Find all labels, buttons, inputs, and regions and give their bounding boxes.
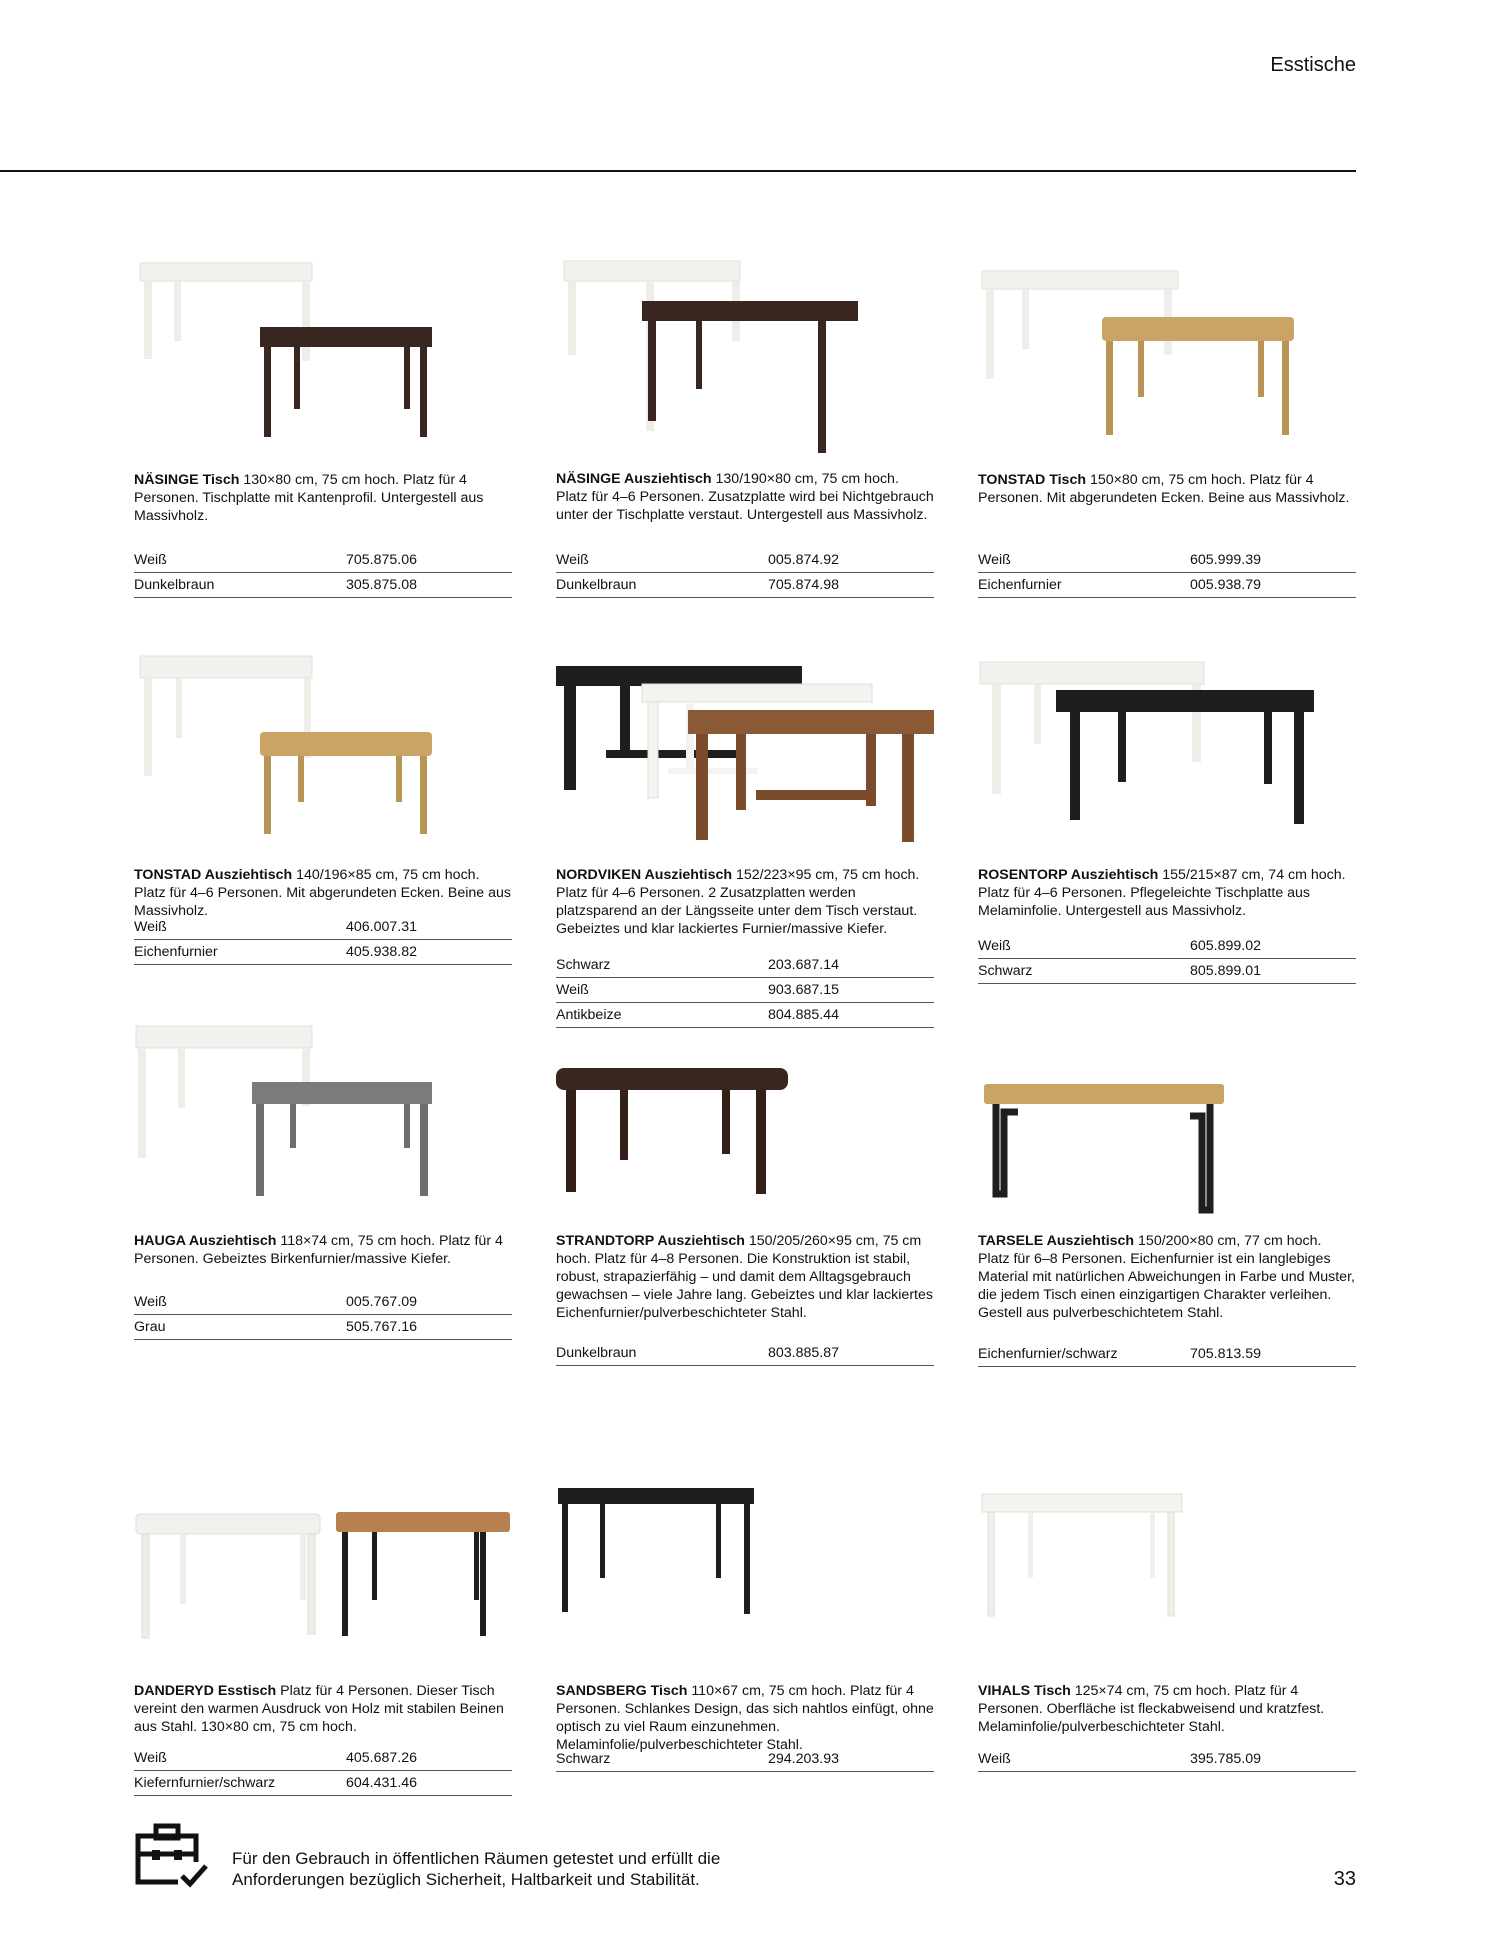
- product-description: DANDERYD Esstisch Platz für 4 Personen. Dieser Tisch vereint den warmen Ausdruck von Holz mit stabilen Beinen aus Stahl. 130×80 cm, 75 cm hoch.: [134, 1683, 504, 1735]
- variant-article: 604.431.46: [346, 1775, 418, 1791]
- variant-color: Eichenfurnier/schwarz: [978, 1346, 1118, 1362]
- product-description: NORDVIKEN Ausziehtisch 152/223×95 cm, 75 cm hoch. Platz für 4–6 Personen. 2 Zusatzplatten werden platzsparend an der Längsseite unter dem Tisch verstaut. Gebeiztes und klar lackiertes Furnier/massive Kiefer.: [556, 867, 920, 937]
- variant-color: Eichenfurnier: [134, 944, 218, 960]
- footer-note-line1: Für den Gebrauch in öffentlichen Räumen getestet und erfüllt die: [232, 1849, 721, 1868]
- variant-color: Weiß: [978, 938, 1011, 954]
- variant-color: Eichenfurnier: [978, 577, 1062, 593]
- variant-article: 605.899.02: [1190, 938, 1262, 954]
- variant-article: 405.687.26: [346, 1750, 418, 1766]
- variant-row: [978, 549, 1356, 573]
- variant-color: Weiß: [556, 982, 589, 998]
- variant-article: 705.813.59: [1190, 1346, 1262, 1362]
- variant-row: [134, 574, 512, 598]
- variant-color: Weiß: [556, 552, 589, 568]
- top-rule: [0, 170, 1356, 172]
- page-number: 33: [1333, 1868, 1356, 1890]
- product-image: [978, 1020, 1356, 1220]
- variant-article: 203.687.14: [768, 957, 840, 973]
- variant-row: [978, 960, 1356, 984]
- product-image: [978, 1470, 1356, 1650]
- variant-row: [134, 1772, 512, 1796]
- variant-row: [978, 935, 1356, 959]
- variant-list: [556, 548, 934, 598]
- variant-list: [978, 934, 1356, 984]
- variant-row: [134, 1747, 512, 1771]
- product-image: [134, 255, 512, 445]
- product-image: [134, 1470, 512, 1650]
- variant-color: Schwarz: [556, 1751, 611, 1767]
- variant-article: 305.875.08: [346, 577, 418, 593]
- product-description: VIHALS Tisch 125×74 cm, 75 cm hoch. Platz für 4 Personen. Oberfläche ist fleckabweisend und kratzfest. Melaminfolie/pulverbeschichteter Stahl.: [978, 1683, 1325, 1735]
- variant-article: 705.875.06: [346, 552, 418, 568]
- variant-color: Schwarz: [978, 963, 1033, 979]
- variant-color: Dunkelbraun: [134, 577, 215, 593]
- variant-color: Weiß: [134, 919, 167, 935]
- product-description: NÄSINGE Tisch 130×80 cm, 75 cm hoch. Platz für 4 Personen. Tischplatte mit Kantenprofil. Untergestell aus Massivholz.: [134, 472, 484, 524]
- product-image: [556, 1470, 934, 1650]
- variant-list: [134, 1746, 512, 1796]
- product-image: [556, 1020, 934, 1200]
- variant-color: Dunkelbraun: [556, 577, 637, 593]
- variant-list: [134, 1290, 512, 1340]
- variant-list: [978, 1342, 1356, 1367]
- variant-article: 803.885.87: [768, 1345, 840, 1361]
- variant-color: Kiefernfurnier/schwarz: [134, 1775, 276, 1791]
- variant-article: 294.203.93: [768, 1751, 840, 1767]
- variant-article: 395.785.09: [1190, 1751, 1262, 1767]
- product-description: TONSTAD Ausziehtisch 140/196×85 cm, 75 cm hoch. Platz für 4–6 Personen. Mit abgerundeten Ecken. Beine aus Massivholz.: [134, 867, 511, 919]
- variant-list: [556, 1341, 934, 1366]
- variant-row: [134, 1316, 512, 1340]
- variant-list: [978, 548, 1356, 598]
- variant-row: [556, 954, 934, 978]
- variant-article: 005.767.09: [346, 1294, 418, 1310]
- variant-article: 005.874.92: [768, 552, 840, 568]
- footer-note-line2: Anforderungen bezüglich Sicherheit, Haltbarkeit und Stabilität.: [232, 1870, 700, 1889]
- variant-list: [134, 548, 512, 598]
- product-description: TARSELE Ausziehtisch 150/200×80 cm, 77 cm hoch. Platz für 6–8 Personen. Eichenfurnier ist ein langlebiges Material mit natürlichen Abweichungen in Farbe und Muster, die jedem Tisch einen einzigartigen Charakter verleihen. Gestell aus pulverbeschichtetem Stahl.: [978, 1233, 1355, 1321]
- product-image: [978, 255, 1356, 445]
- variant-color: Weiß: [134, 1294, 167, 1310]
- variant-row: [978, 1343, 1356, 1367]
- variant-article: 505.767.16: [346, 1319, 418, 1335]
- variant-article: 406.007.31: [346, 919, 418, 935]
- variant-row: [134, 916, 512, 940]
- briefcase-check-icon: [134, 1822, 210, 1890]
- variant-row: [134, 549, 512, 573]
- variant-article: 805.899.01: [1190, 963, 1262, 979]
- variant-article: 005.938.79: [1190, 577, 1262, 593]
- footer-note: [232, 1848, 932, 1890]
- variant-row: [134, 941, 512, 965]
- variant-row: [556, 1748, 934, 1772]
- variant-row: [556, 574, 934, 598]
- variant-article: 903.687.15: [768, 982, 840, 998]
- product-image: [134, 1020, 512, 1200]
- variant-color: Schwarz: [556, 957, 611, 973]
- variant-color: Weiß: [134, 1750, 167, 1766]
- product-image: [134, 650, 512, 840]
- variant-article: 605.999.39: [1190, 552, 1262, 568]
- variant-list: [556, 1747, 934, 1772]
- variant-color: Grau: [134, 1319, 166, 1335]
- variant-article: 804.885.44: [768, 1007, 840, 1023]
- product-description: ROSENTORP Ausziehtisch 155/215×87 cm, 74 cm hoch. Platz für 4–6 Personen. Pflegeleichte Tischplatte aus Melaminfolie. Untergestell aus Massivholz.: [978, 867, 1346, 919]
- product-description: SANDSBERG Tisch 110×67 cm, 75 cm hoch. Platz für 4 Personen. Schlankes Design, das sich nahtlos einfügt, ohne optisch zu viel Raum einzunehmen. Melaminfolie/pulverbeschichteter Stahl.: [556, 1683, 934, 1753]
- variant-article: 705.874.98: [768, 577, 840, 593]
- variant-article: 405.938.82: [346, 944, 418, 960]
- variant-row: [556, 1342, 934, 1366]
- product-description: STRANDTORP Ausziehtisch 150/205/260×95 cm, 75 cm hoch. Platz für 4–8 Personen. Die Konstruktion ist stabil, robust, strapazierfähig – und damit dem Alltagsgebrauch gewachsen – viele Jahre lang. Gebeiztes und klar lackiertes Eichenfurnier/pulverbeschichteter Stahl.: [556, 1233, 933, 1321]
- variant-color: Antikbeize: [556, 1007, 622, 1023]
- product-description: HAUGA Ausziehtisch 118×74 cm, 75 cm hoch. Platz für 4 Personen. Gebeiztes Birkenfurnier/massive Kiefer.: [134, 1233, 503, 1267]
- variant-list: [978, 1747, 1356, 1772]
- variant-color: Weiß: [134, 552, 167, 568]
- variant-list: [556, 953, 934, 1028]
- variant-color: Dunkelbraun: [556, 1345, 637, 1361]
- product-description: NÄSINGE Ausziehtisch 130/190×80 cm, 75 cm hoch. Platz für 4–6 Personen. Zusatzplatte wird bei Nichtgebrauch unter der Tischplatte verstaut. Untergestell aus Massivholz.: [556, 471, 934, 523]
- variant-row: [978, 1748, 1356, 1772]
- variant-row: [556, 549, 934, 573]
- variant-row: [134, 1291, 512, 1315]
- product-image: [978, 650, 1356, 850]
- variant-row: [978, 574, 1356, 598]
- product-image: [556, 650, 934, 850]
- product-image: [556, 255, 934, 455]
- variant-color: Weiß: [978, 552, 1011, 568]
- section-title: Esstische: [1270, 54, 1356, 76]
- variant-list: [134, 915, 512, 965]
- product-description: TONSTAD Tisch 150×80 cm, 75 cm hoch. Platz für 4 Personen. Mit abgerundeten Ecken. Beine aus Massivholz.: [978, 472, 1350, 506]
- variant-row: [556, 979, 934, 1003]
- variant-color: Weiß: [978, 1751, 1011, 1767]
